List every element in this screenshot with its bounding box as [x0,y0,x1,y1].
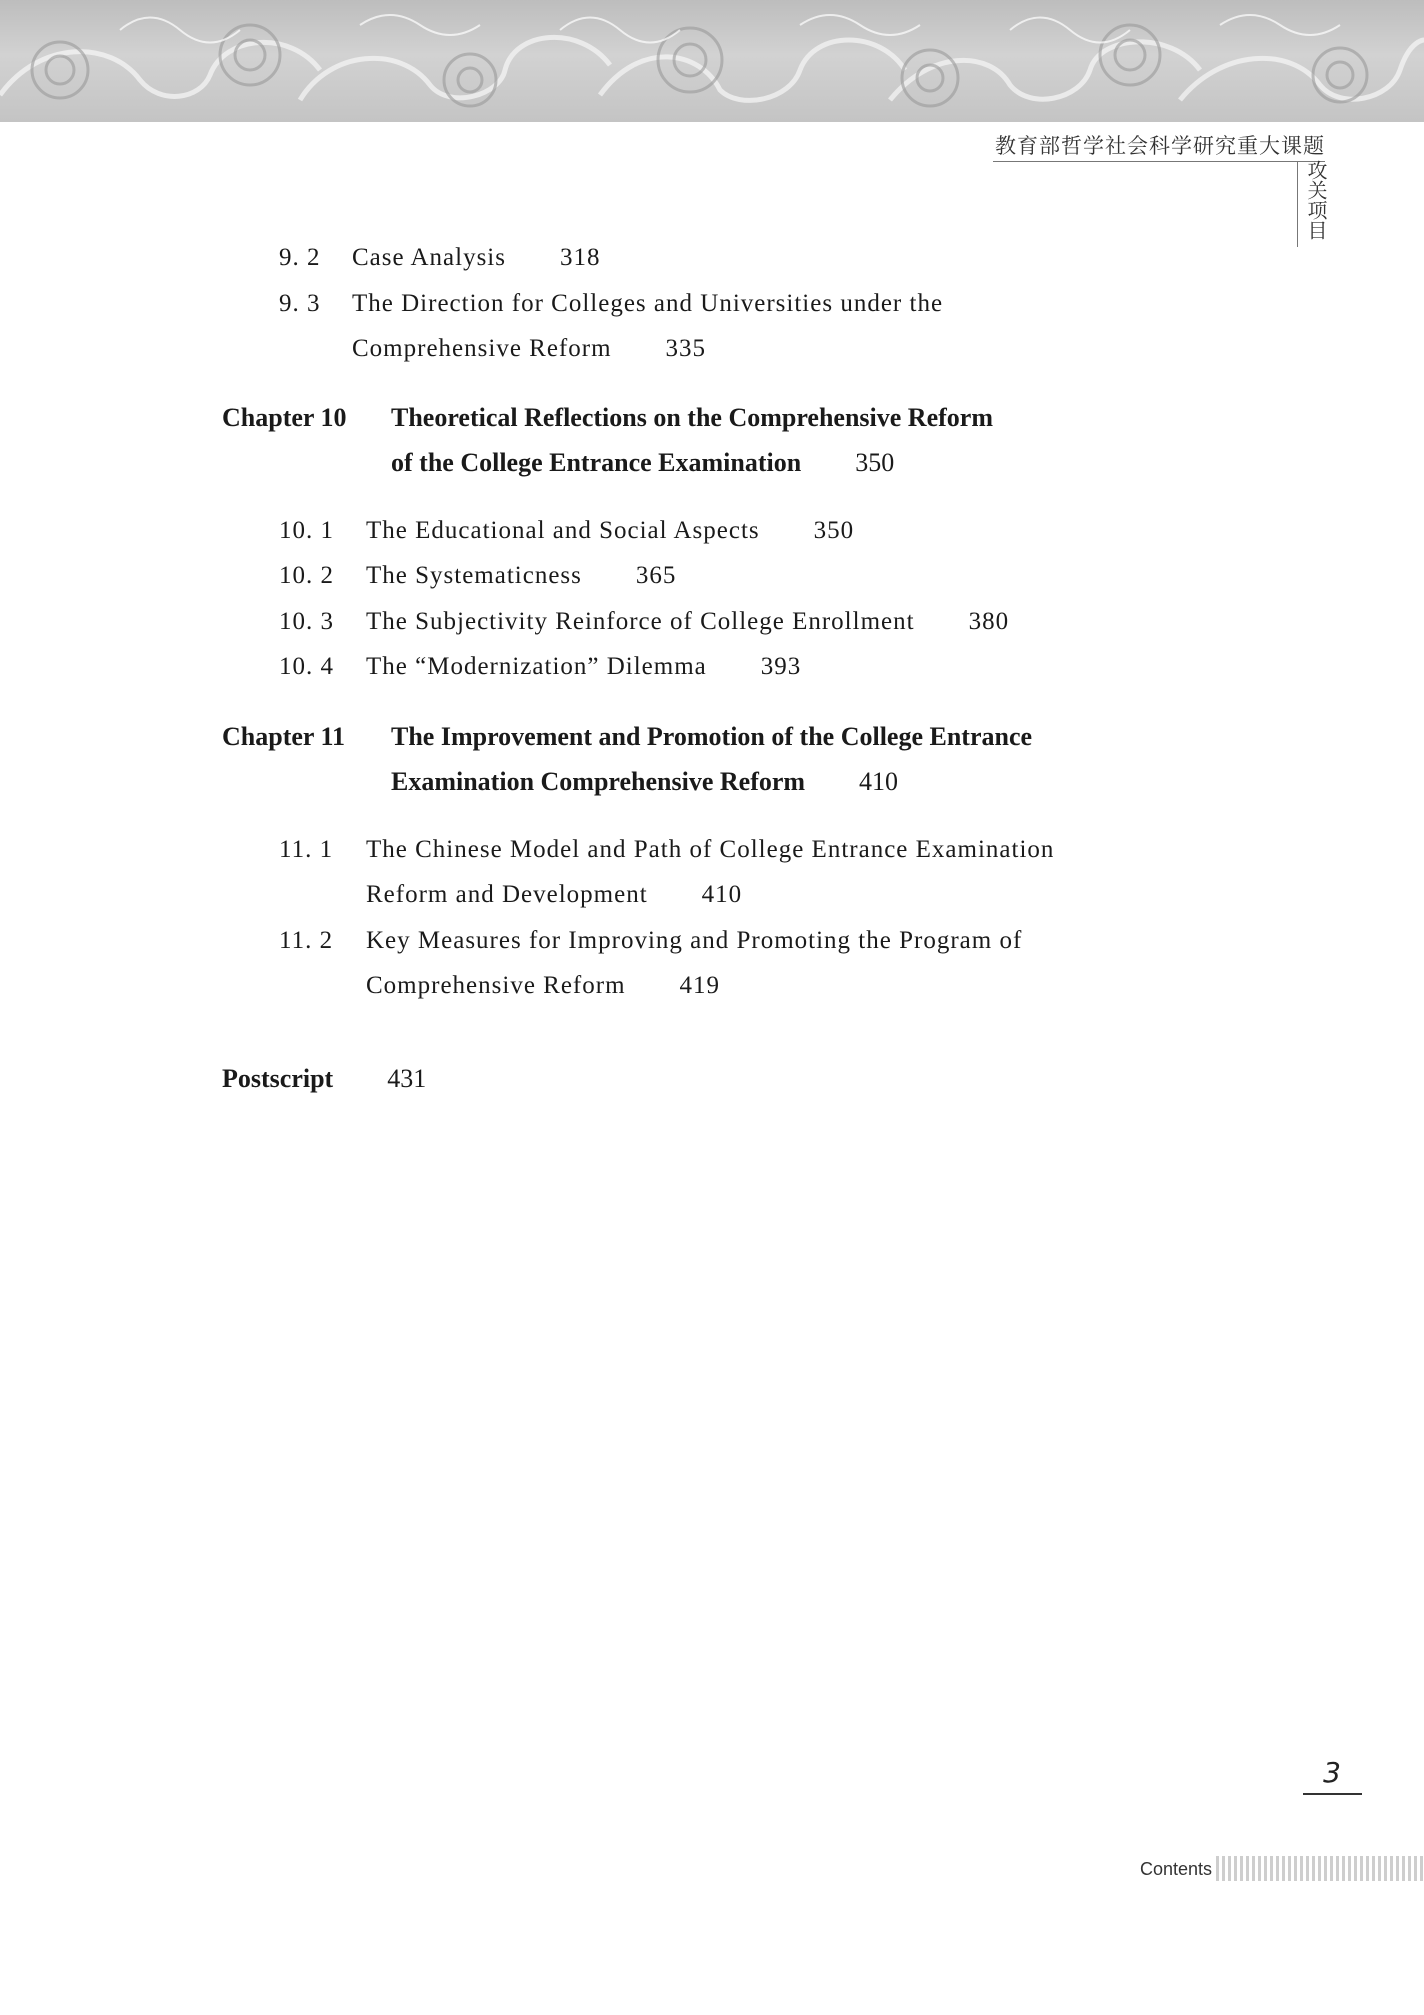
section-title: The Systematicness 365 [366,562,677,589]
section-number: 10. 1 [279,517,334,544]
page-ref: 431 [387,1064,427,1093]
footer-decorative-pattern [1216,1856,1424,1881]
section-number: 10. 2 [279,562,334,589]
series-title: 教育部哲学社会科学研究重大课题 [995,134,1325,158]
section-title-line: The Chinese Model and Path of College Entrance Examination [366,836,1055,863]
section-number: 10. 4 [279,653,334,680]
cloud-pattern-icon [0,0,1424,122]
page-ref: 410 [859,767,899,796]
section-title: The Educational and Social Aspects 350 [366,517,855,544]
header-vertical-rule [1297,161,1298,247]
page-ref: 350 [813,517,855,544]
section-title: The Subjectivity Reinforce of College Enrollment 380 [366,608,1010,635]
postscript-label: Postscript 431 [222,1064,427,1093]
page-ref: 393 [760,653,802,680]
section-title-line: Reform and Development 410 [366,881,743,908]
page-ref: 335 [665,335,707,362]
chapter-title-line: The Improvement and Promotion of the College Entrance [391,722,1033,751]
page-ref: 380 [968,608,1010,635]
section-title-line: Comprehensive Reform 335 [352,335,707,362]
footer-section-label: Contents [1140,1859,1213,1879]
page-ref: 318 [559,244,601,271]
section-number: 11. 1 [279,836,334,863]
page-ref: 365 [635,562,677,589]
page-number-rule [1303,1793,1362,1795]
section-number: 9. 3 [279,290,321,317]
section-title: Case Analysis 318 [352,244,601,271]
page-ref: 350 [855,448,895,477]
chapter-title-line: Theoretical Reflections on the Comprehensive Reform [391,403,993,432]
decorative-cloud-banner [0,0,1424,122]
section-title: The “Modernization” Dilemma 393 [366,653,802,680]
section-title-line: Comprehensive Reform 419 [366,972,721,999]
page-ref: 410 [701,881,743,908]
section-number: 11. 2 [279,927,334,954]
page-ref: 419 [679,972,721,999]
section-title-line: The Direction for Colleges and Universities under the [352,290,944,317]
chapter-label: Chapter 10 [222,403,347,432]
chapter-title-line: of the College Entrance Examination 350 [391,448,895,477]
header-rule [993,161,1325,162]
section-title-line: Key Measures for Improving and Promoting the Program of [366,927,1023,954]
section-number: 10. 3 [279,608,334,635]
section-number: 9. 2 [279,244,321,271]
page-number: 3 [1323,1756,1341,1789]
series-subtitle: 攻关项目 [1304,160,1328,240]
chapter-label: Chapter 11 [222,722,346,751]
chapter-title-line: Examination Comprehensive Reform 410 [391,767,899,796]
